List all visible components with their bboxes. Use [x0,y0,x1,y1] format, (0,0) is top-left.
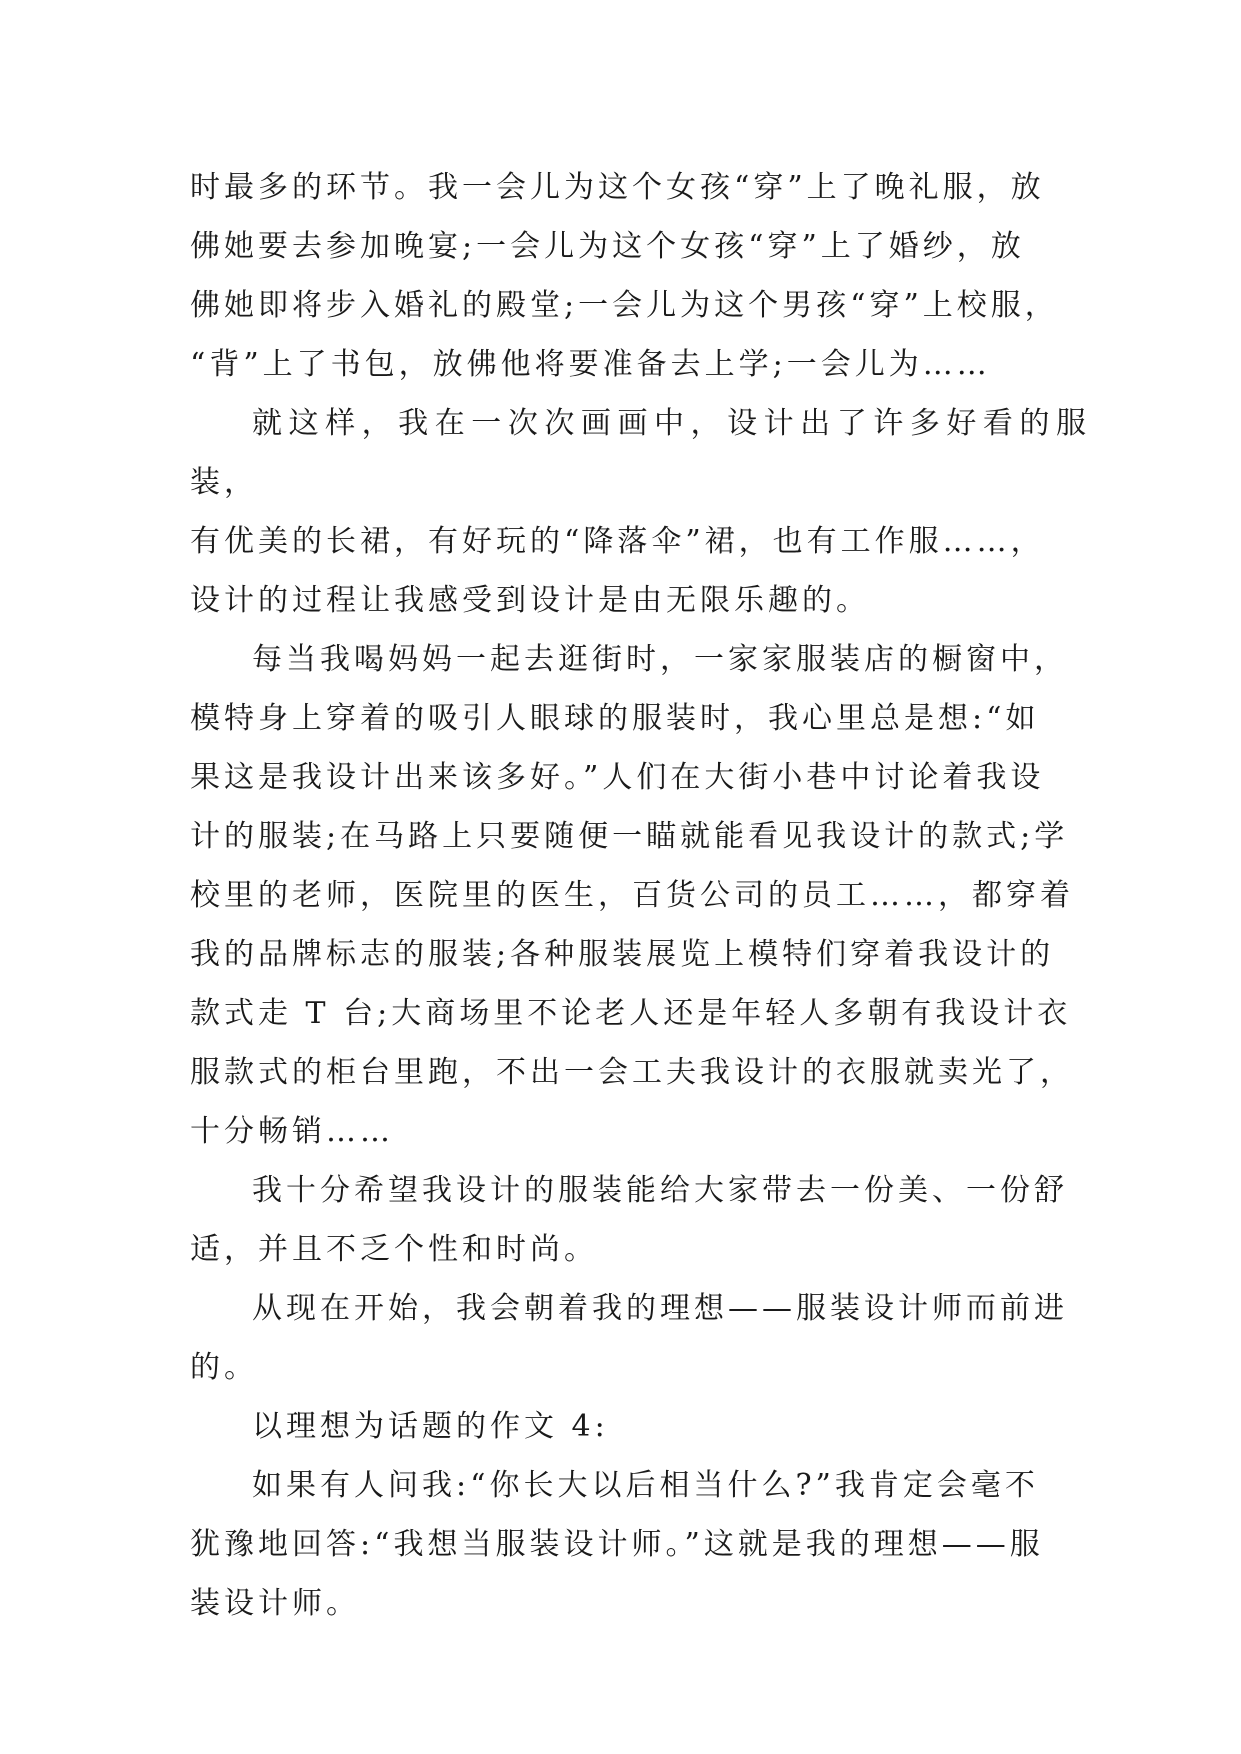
text-line: 每当我喝妈妈一起去逛街时，一家家服装店的橱窗中， [252,642,1068,677]
text-line: 从现在开始，我会朝着我的理想——服装设计师而前进 [252,1291,1068,1326]
text-line: 果这是我设计出来该多好。”人们在大街小巷中讨论着我设 [190,760,1045,795]
text-line: 佛她要去参加晚宴;一会儿为这个女孩“穿”上了婚纱，放 [190,229,1025,264]
text-line: 模特身上穿着的吸引人眼球的服装时，我心里总是想:“如 [190,701,1040,736]
document-body [190,158,1090,1633]
text-line: 适，并且不乏个性和时尚。 [190,1232,598,1267]
text-line: 佛她即将步入婚礼的殿堂;一会儿为这个男孩“穿”上校服， [190,288,1059,323]
text-line: 校里的老师，医院里的医生，百货公司的员工……，都穿着 [190,878,1074,913]
paragraph-2 [190,394,1090,630]
paragraph-4 [190,1161,1090,1279]
text-line: 我十分希望我设计的服装能给大家带去一份美、一份舒 [252,1173,1068,1208]
paragraph-1 [190,158,1090,394]
paragraph-6 [190,1456,1090,1633]
paragraph-3 [190,630,1090,1161]
text-line: 十分畅销…… [190,1114,394,1149]
text-line: “背”上了书包，放佛他将要准备去上学;一会儿为…… [190,347,991,382]
text-line: 计的服装;在马路上只要随便一瞄就能看见我设计的款式;学 [190,819,1069,854]
text-line: 就这样，我在一次次画画中，设计出了许多好看的服装， [190,406,1090,500]
text-line: 我的品牌标志的服装;各种服装展览上模特们穿着我设计的 [190,937,1055,972]
text-line: 装设计师。 [190,1586,360,1621]
text-line: 有优美的长裙，有好玩的“降落伞”裙，也有工作服……， [190,524,1045,559]
text-line: 时最多的环节。我一会儿为这个女孩“穿”上了晚礼服，放 [190,170,1045,205]
text-line: 服款式的柜台里跑，不出一会工夫我设计的衣服就卖光了， [190,1055,1074,1090]
text-line: 设计的过程让我感受到设计是由无限乐趣的。 [190,583,870,618]
text-line: 如果有人问我:“你长大以后相当什么?”我肯定会毫不 [252,1468,1039,1503]
paragraph-5 [190,1279,1090,1397]
text-line: 以理想为话题的作文 4: [252,1409,609,1444]
section-heading [190,1397,1090,1456]
text-line: 款式走 T 台;大商场里不论老人还是年轻人多朝有我设计衣 [190,996,1072,1031]
text-line: 的。 [190,1350,258,1385]
text-line: 犹豫地回答:“我想当服装设计师。”这就是我的理想——服 [190,1527,1044,1562]
